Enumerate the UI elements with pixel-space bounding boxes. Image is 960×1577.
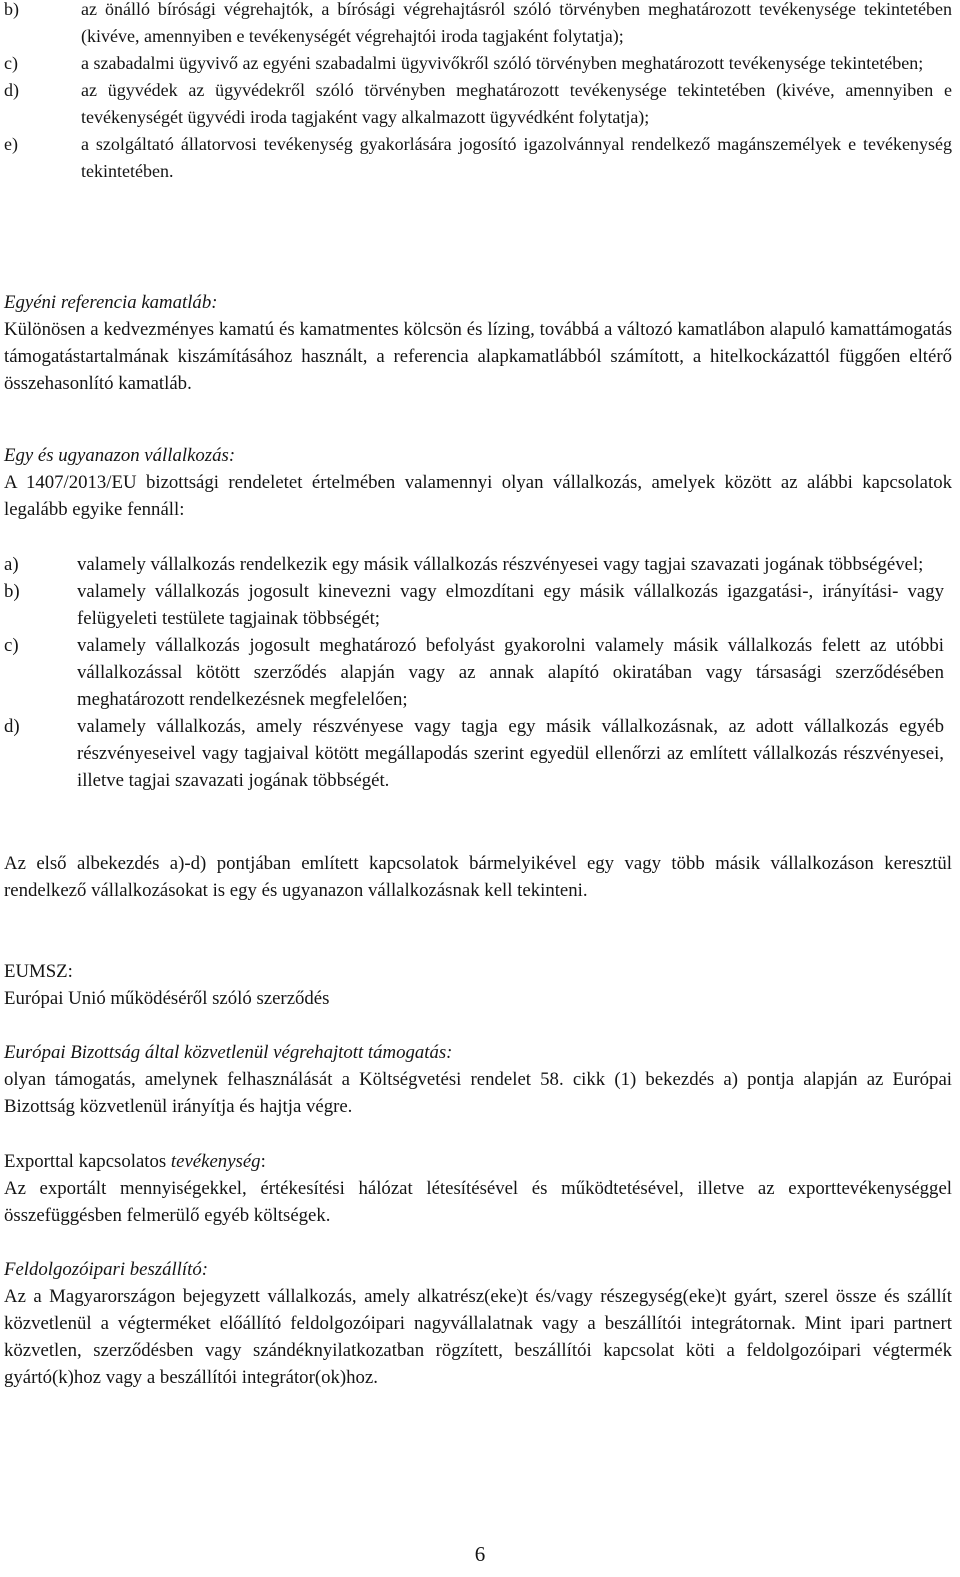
list-item-label: d) [4, 716, 20, 737]
list-item-text: a szolgáltató állatorvosi tevékenység gyakorlására jogosító igazolvánnyal rendelkező magánszemélyek e tevékenység tekintetében. [81, 134, 952, 181]
list-item-label: d) [4, 80, 19, 100]
export-section [4, 1148, 952, 1229]
ec-direct-text: olyan támogatás, amelynek felhasználását a Költségvetési rendelet 58. cikk (1) bekezdés a) pontja alapján az Európai Bizottság közvetlenül irányítja és hajtja végre. [4, 1069, 952, 1117]
ref-rate-section [4, 289, 952, 397]
list-item-label: b) [4, 581, 20, 602]
export-heading-colon: : [260, 1151, 266, 1172]
export-heading-italic: tevékenység [170, 1151, 261, 1172]
top-definition-list [0, 0, 960, 185]
list-item [0, 77, 960, 131]
export-heading-plain: Exporttal kapcsolatos [4, 1151, 171, 1172]
eumsz-heading: EUMSZ: [4, 961, 73, 982]
supplier-text: Az a Magyarországon bejegyzett vállalkozás, amely alkatrész(eke)t és/vagy részegység(eke)t gyárt, szerel össze és szállít közvetlenül a végterméket előállító feldolgozóipari nagyvállalatnak vagy a beszállítói integrátornak. Mint ipari partnert közvetlen, szerződésben vagy szándéknyilatkozatban rögzített, beszállítói kapcsolat köti a feldolgozóipari végtermék gyártó(k)hoz vagy a beszállítói integrátor(ok)hoz. [4, 1286, 952, 1388]
list-item-text: valamely vállalkozás jogosult meghatározó befolyást gyakorolni valamely másik vállalkozás felett az utóbbi vállalkozással kötött szerződés alapján vagy az annak alapító okiratában vagy társasági szerződésében meghatározott rendelkezésnek megfelelően; [77, 635, 944, 710]
ec-direct-section [4, 1039, 952, 1120]
list-item-label: b) [4, 0, 19, 19]
list-item-text: valamely vállalkozás rendelkezik egy másik vállalkozás részvényesei vagy tagjai szavazati jogának többségével; [77, 554, 924, 575]
export-heading [4, 1148, 952, 1175]
single-undertaking-text: A 1407/2013/EU bizottsági rendeletet értelmében valamennyi olyan vállalkozás, amelyek között az alábbi kapcsolatok legalább egyike fennáll: [4, 472, 952, 520]
ec-direct-heading: Európai Bizottság által közvetlenül végrehajtott támogatás: [4, 1042, 453, 1063]
single-undertaking-heading: Egy és ugyanazon vállalkozás: [4, 445, 236, 466]
list-item-text: az ügyvédek az ügyvédekről szóló törvényben meghatározott tevékenysége tekintetében (kivéve, amennyiben e tevékenységét ügyvédi iroda tagjaként vagy alkalmazott ügyvédként folytatja); [81, 80, 952, 127]
list-item [0, 0, 960, 50]
single-undertaking-section [4, 442, 952, 523]
list-item [0, 50, 960, 77]
list-item-label: e) [4, 134, 18, 154]
list-item [0, 131, 960, 185]
page-number: 6 [474, 1542, 486, 1566]
list-item [0, 551, 952, 578]
list-item [0, 713, 952, 794]
list-item-text: valamely vállalkozás, amely részvényese vagy tagja egy másik vállalkozásnak, az adott vállalkozás egyéb részvényeseivel vagy tagjaival kötött megállapodás szerint egyedül ellenőrzi az említett vállalkozás részvényesei, illetve tagjai szavazati jogának többségét. [77, 716, 944, 791]
list-item-text: valamely vállalkozás jogosult kinevezni vagy elmozdítani egy másik vállalkozás igazgatási-, irányítási- vagy felügyeleti testülete tagjainak többségét; [77, 581, 944, 629]
eumsz-section [4, 958, 952, 1012]
single-undertaking-list [0, 551, 952, 794]
supplier-section [4, 1256, 952, 1391]
ref-rate-heading: Egyéni referencia kamatláb: [4, 292, 218, 313]
export-text: Az exportált mennyiségekkel, értékesítési hálózat létesítésével és működtetésével, illetve az exporttevékenységgel összefüggésben felmerülő egyéb költségek. [4, 1178, 952, 1226]
supplier-heading: Feldolgozóipari beszállító: [4, 1259, 208, 1280]
ref-rate-text: Különösen a kedvezményes kamatú és kamatmentes kölcsön és lízing, továbbá a változó kamatlábon alapuló kamattámogatás támogatástartalmának kiszámításához használt, a referencia alapkamatlábból számított, a hitelkockázattól függően eltérő összehasonlító kamatláb. [4, 319, 952, 394]
single-undertaking-closing: Az első albekezdés a)-d) pontjában említett kapcsolatok bármelyikével egy vagy több másik vállalkozáson keresztül rendelkező vállalkozásokat is egy és ugyanazon vállalkozásnak kell tekinteni. [4, 853, 952, 901]
list-item-label: c) [4, 635, 19, 656]
list-item [0, 632, 952, 713]
list-item-label: c) [4, 53, 18, 73]
list-item-text: a szabadalmi ügyvivő az egyéni szabadalmi ügyvivőkről szóló törvényben meghatározott tevékenysége tekintetében; [81, 53, 924, 73]
list-item-label: a) [4, 554, 19, 575]
eumsz-text: Európai Unió működéséről szóló szerződés [4, 988, 330, 1009]
list-item-text: az önálló bírósági végrehajtók, a bírósági végrehajtásról szóló törvényben meghatározott tevékenysége tekintetében (kivéve, amennyiben e tevékenységét végrehajtói iroda tagjaként folytatja); [81, 0, 952, 46]
list-item [0, 578, 952, 632]
